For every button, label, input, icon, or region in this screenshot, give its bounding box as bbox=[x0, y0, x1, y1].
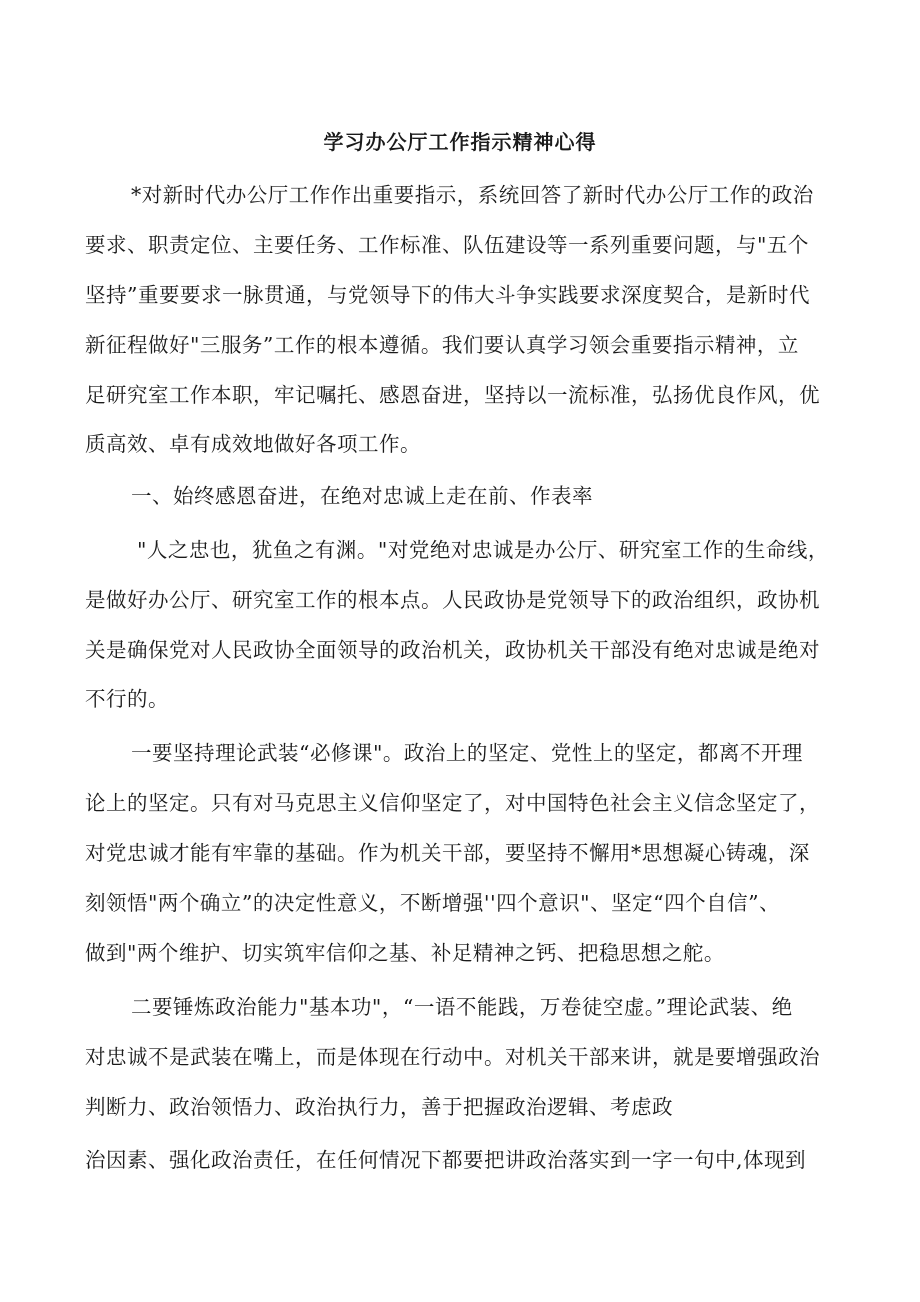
paragraph-line: 对党忠诚才能有牢靠的基础。作为机关干部，要坚持不懈用*思想凝心铸魂，深 bbox=[85, 841, 810, 865]
paragraph-line: 一要坚持理论武装“必修课"。政治上的坚定、党性上的坚定，都离不开理 bbox=[131, 741, 803, 765]
paragraph-line: 判断力、政治领悟力、政治执行力，善于把握政治逻辑、考虑政 bbox=[85, 1095, 673, 1119]
paragraph-line: 对忠诚不是武装在嘴上，而是体现在行动中。对机关干部来讲，就是要增强政治 bbox=[85, 1045, 820, 1069]
paragraph-line: 不行的。 bbox=[85, 687, 169, 711]
paragraph-line: 论上的坚定。只有对马克思主义信仰坚定了，对中国特色社会主义信念坚定了， bbox=[85, 791, 820, 815]
paragraph-line: 足研究室工作本职，牢记嘱托、感恩奋进，坚持以一流标准，弘扬优良作风，优 bbox=[85, 383, 820, 407]
paragraph-line: "人之忠也，犹鱼之有渊。"对党绝对忠诚是办公厅、研究室工作的生命线， bbox=[137, 538, 829, 562]
paragraph-line: 要求、职责定位、主要任务、工作标准、队伍建设等一系列重要问题，与"五个 bbox=[85, 233, 809, 257]
paragraph-line: 二要锤炼政治能力"基本功"，“一语不能践，万卷徒空虚。”理论武装、绝 bbox=[131, 995, 793, 1019]
paragraph-line: *对新时代办公厅工作作出重要指示，系统回答了新时代办公厅工作的政治 bbox=[131, 183, 814, 207]
paragraph-line: 关是确保党对人民政协全面领导的政治机关，政协机关干部没有绝对忠诚是绝对 bbox=[85, 638, 820, 662]
paragraph-line: 做到"两个维护、切实筑牢信仰之基、补足精神之钙、把稳思想之舵。 bbox=[85, 941, 725, 965]
paragraph-line: 质高效、卓有成效地做好各项工作。 bbox=[85, 432, 421, 456]
paragraph-line: 坚持”重要要求一脉贯通，与党领导下的伟大斗争实践要求深度契合，是新时代 bbox=[85, 283, 810, 307]
paragraph-line: 是做好办公厅、研究室工作的根本点。人民政协是党领导下的政治组织，政协机 bbox=[85, 588, 820, 612]
document-title: 学习办公厅工作指示精神心得 bbox=[323, 130, 597, 154]
paragraph-line: 刻领悟"两个确立”的决定性意义，不断增强''四个意识"、坚定“四个自信”、 bbox=[85, 891, 781, 915]
paragraph-line: 新征程做好"三服务”工作的根本遵循。我们要认真学习领会重要指示精神，立 bbox=[85, 333, 799, 357]
section-heading: 一、始终感恩奋进，在绝对忠诚上走在前、作表率 bbox=[131, 484, 593, 508]
paragraph-line: 治因素、强化政治责任，在任何情况下都要把讲政治落实到一字一句中,体现到 bbox=[85, 1148, 807, 1172]
